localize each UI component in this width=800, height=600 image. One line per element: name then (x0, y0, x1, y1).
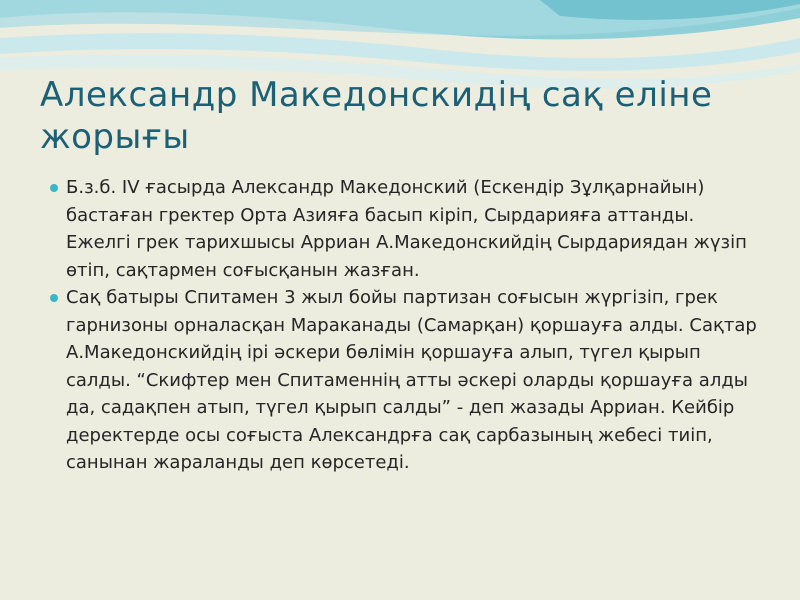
bullet-dot-icon (50, 294, 58, 302)
bullet-dot-icon (50, 184, 58, 192)
bullet-list (50, 174, 762, 477)
slide-title: Александр Македонскидің сақ еліне жорығы (40, 75, 713, 157)
bullet-item (50, 284, 762, 477)
bullet-item (50, 174, 762, 284)
bullet-text: Б.з.б. IV ғасырда Александр Македонский (Ескендір Зұлқарнайын) бастаған гректер Орта Азияға басып кіріп, Сырдарияға аттанды. Ежелгі грек тарихшысы Арриан А.Македонскийдің Сырдариядан жүзіп өтіп, сақтармен соғысқанын жазған. (66, 177, 747, 281)
bullet-text: Сақ батыры Спитамен 3 жыл бойы партизан соғысын жүргізіп, грек гарнизоны орналасқан Мараканады (Самарқан) қоршауға алды. Сақтар А.Македонскийдің ірі әскери бөлімін қоршауға алып, түгел қырып салды. “Скифтер мен Спитаменнің атты әскері оларды қоршауға алды да, садақпен атып, түгел қырып салды” - деп жазады Арриан. Кейбір деректерде осы соғыста Александрға сақ сарбазының жебесі тиіп, санынан жараланды деп көрсетеді. (66, 287, 757, 473)
